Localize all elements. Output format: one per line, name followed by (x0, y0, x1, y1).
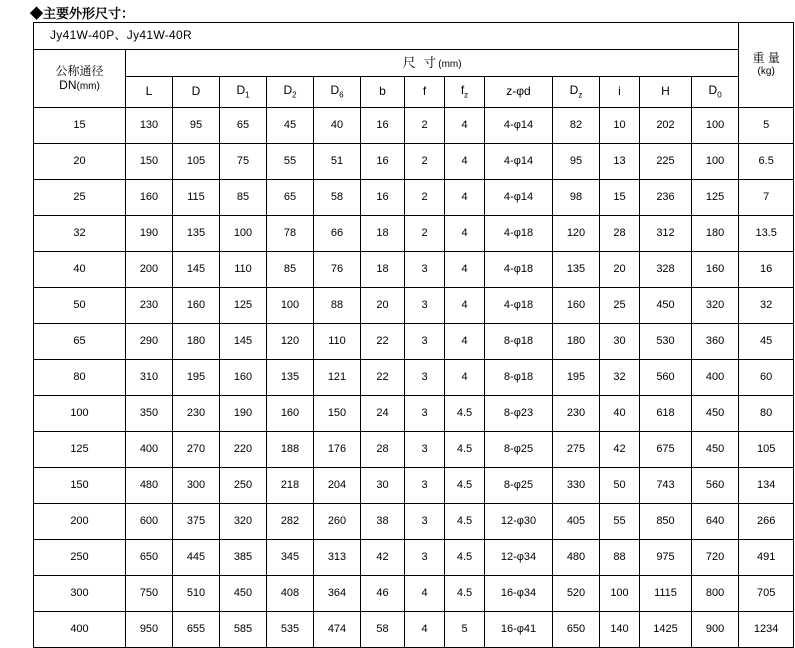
table-row (34, 360, 794, 396)
table-row (34, 252, 794, 288)
cell-value: 65 (220, 108, 267, 144)
cell-value: 160 (220, 360, 267, 396)
cell-value: 1115 (640, 576, 692, 612)
cell-value: 8-φ25 (485, 432, 553, 468)
cell-value: 450 (220, 576, 267, 612)
cell-value: 13.5 (739, 216, 794, 252)
cell-value: 42 (600, 432, 640, 468)
col-header-D2: $D_2$ (267, 77, 314, 108)
cell-value: 4.5 (445, 540, 485, 576)
cell-value: 121 (314, 360, 361, 396)
cell-value: 3 (405, 504, 445, 540)
cell-dn: 80 (34, 360, 126, 396)
cell-value: 16 (739, 252, 794, 288)
cell-dn: 150 (34, 468, 126, 504)
cell-value: 145 (220, 324, 267, 360)
cell-value: 520 (553, 576, 600, 612)
cell-value: 445 (173, 540, 220, 576)
cell-dn: 50 (34, 288, 126, 324)
cell-value: 100 (220, 216, 267, 252)
cell-value: 134 (739, 468, 794, 504)
cell-value: 218 (267, 468, 314, 504)
cell-value: 655 (173, 612, 220, 648)
cell-value: 266 (739, 504, 794, 540)
cell-value: 28 (600, 216, 640, 252)
cell-value: 13 (600, 144, 640, 180)
cell-value: 12-φ30 (485, 504, 553, 540)
cell-value: 3 (405, 288, 445, 324)
cell-value: 743 (640, 468, 692, 504)
cell-value: 530 (640, 324, 692, 360)
cell-value: 22 (361, 360, 405, 396)
col-header-fz: $f_z$ (445, 77, 485, 108)
cell-value: 510 (173, 576, 220, 612)
cell-dn: 125 (34, 432, 126, 468)
cell-value: 300 (173, 468, 220, 504)
dimensions-table-container (33, 22, 780, 648)
cell-value: 45 (267, 108, 314, 144)
cell-value: 40 (314, 108, 361, 144)
cell-value: 5 (445, 612, 485, 648)
cell-value: 135 (553, 252, 600, 288)
cell-value: 51 (314, 144, 361, 180)
cell-value: 115 (173, 180, 220, 216)
table-row (34, 432, 794, 468)
cell-value: 675 (640, 432, 692, 468)
cell-value: 4-φ18 (485, 216, 553, 252)
cell-value: 38 (361, 504, 405, 540)
cell-value: 16-φ41 (485, 612, 553, 648)
cell-value: 618 (640, 396, 692, 432)
cell-value: 900 (692, 612, 739, 648)
cell-value: 60 (739, 360, 794, 396)
cell-value: 58 (361, 612, 405, 648)
cell-value: 650 (553, 612, 600, 648)
cell-value: 2 (405, 180, 445, 216)
model-row (34, 23, 794, 50)
cell-value: 180 (173, 324, 220, 360)
cell-value: 4 (445, 252, 485, 288)
cell-value: 8-φ23 (485, 396, 553, 432)
cell-value: 66 (314, 216, 361, 252)
table-row (34, 180, 794, 216)
table-row (34, 468, 794, 504)
cell-value: 32 (600, 360, 640, 396)
col-header-H: H (640, 77, 692, 108)
cell-value: 58 (314, 180, 361, 216)
cell-value: 195 (173, 360, 220, 396)
model-label: Jy41W-40P、Jy41W-40R (34, 23, 739, 50)
cell-value: 408 (267, 576, 314, 612)
cell-value: 100 (692, 108, 739, 144)
cell-value: 3 (405, 540, 445, 576)
dimension-header-text: 尺 寸 (402, 54, 439, 70)
cell-value: 375 (173, 504, 220, 540)
cell-value: 364 (314, 576, 361, 612)
cell-value: 50 (600, 468, 640, 504)
cell-value: 190 (126, 216, 173, 252)
cell-value: 88 (314, 288, 361, 324)
cell-value: 16 (361, 144, 405, 180)
cell-value: 400 (126, 432, 173, 468)
cell-value: 4 (445, 108, 485, 144)
cell-value: 405 (553, 504, 600, 540)
cell-value: 18 (361, 252, 405, 288)
cell-value: 2 (405, 108, 445, 144)
column-header-row (34, 77, 794, 108)
cell-value: 650 (126, 540, 173, 576)
cell-value: 3 (405, 432, 445, 468)
cell-value: 160 (553, 288, 600, 324)
cell-value: 18 (361, 216, 405, 252)
dn-header-line2: DN(mm) (59, 77, 100, 92)
cell-value: 328 (640, 252, 692, 288)
cell-value: 1234 (739, 612, 794, 648)
cell-value: 4 (445, 324, 485, 360)
cell-dn: 400 (34, 612, 126, 648)
col-header-D0: $D_0$ (692, 77, 739, 108)
cell-value: 8-φ25 (485, 468, 553, 504)
cell-value: 125 (220, 288, 267, 324)
cell-value: 46 (361, 576, 405, 612)
table-row (34, 576, 794, 612)
cell-value: 450 (692, 396, 739, 432)
cell-value: 125 (692, 180, 739, 216)
cell-dn: 200 (34, 504, 126, 540)
cell-value: 80 (739, 396, 794, 432)
cell-value: 135 (173, 216, 220, 252)
cell-value: 55 (600, 504, 640, 540)
cell-value: 4.5 (445, 468, 485, 504)
cell-value: 45 (739, 324, 794, 360)
cell-value: 22 (361, 324, 405, 360)
cell-value: 270 (173, 432, 220, 468)
cell-value: 16 (361, 108, 405, 144)
cell-value: 312 (640, 216, 692, 252)
col-header-L: L (126, 77, 173, 108)
cell-value: 15 (600, 180, 640, 216)
col-header-D1: $D_1$ (220, 77, 267, 108)
cell-value: 100 (692, 144, 739, 180)
cell-value: 24 (361, 396, 405, 432)
cell-dn: 300 (34, 576, 126, 612)
cell-value: 7 (739, 180, 794, 216)
cell-value: 4 (445, 360, 485, 396)
col-header-z-phi-d: z-φd (485, 77, 553, 108)
dn-header-line1: 公称通径 (55, 63, 104, 78)
col-header-i: i (600, 77, 640, 108)
page-title: ◆主要外形尺寸： (30, 6, 135, 21)
cell-value: 230 (553, 396, 600, 432)
cell-value: 42 (361, 540, 405, 576)
weight-header (739, 23, 794, 108)
cell-value: 260 (314, 504, 361, 540)
cell-value: 3 (405, 324, 445, 360)
table-row (34, 324, 794, 360)
cell-value: 160 (692, 252, 739, 288)
cell-value: 140 (600, 612, 640, 648)
cell-value: 850 (640, 504, 692, 540)
cell-value: 105 (173, 144, 220, 180)
cell-value: 4.5 (445, 504, 485, 540)
cell-value: 16 (361, 180, 405, 216)
cell-value: 2 (405, 144, 445, 180)
cell-value: 195 (553, 360, 600, 396)
cell-value: 160 (173, 288, 220, 324)
cell-value: 640 (692, 504, 739, 540)
table-body (34, 23, 794, 648)
cell-value: 360 (692, 324, 739, 360)
cell-value: 4-φ14 (485, 180, 553, 216)
cell-dn: 65 (34, 324, 126, 360)
cell-value: 176 (314, 432, 361, 468)
col-header-Dz: $D_z$ (553, 77, 600, 108)
weight-header-unit: (kg) (757, 66, 775, 78)
cell-value: 4 (445, 216, 485, 252)
cell-dn: 32 (34, 216, 126, 252)
cell-value: 345 (267, 540, 314, 576)
cell-value: 130 (126, 108, 173, 144)
cell-value: 95 (553, 144, 600, 180)
cell-value: 220 (220, 432, 267, 468)
cell-value: 225 (640, 144, 692, 180)
cell-value: 200 (126, 252, 173, 288)
col-header-D: D (173, 77, 220, 108)
cell-value: 750 (126, 576, 173, 612)
cell-value: 4 (405, 612, 445, 648)
cell-value: 350 (126, 396, 173, 432)
cell-value: 400 (692, 360, 739, 396)
cell-value: 150 (126, 144, 173, 180)
cell-value: 975 (640, 540, 692, 576)
cell-value: 110 (220, 252, 267, 288)
cell-value: 4 (405, 576, 445, 612)
cell-value: 275 (553, 432, 600, 468)
col-header-f: f (405, 77, 445, 108)
cell-value: 76 (314, 252, 361, 288)
cell-value: 720 (692, 540, 739, 576)
cell-value: 313 (314, 540, 361, 576)
cell-value: 4-φ14 (485, 144, 553, 180)
cell-value: 100 (600, 576, 640, 612)
cell-value: 1425 (640, 612, 692, 648)
cell-value: 20 (361, 288, 405, 324)
cell-value: 30 (361, 468, 405, 504)
cell-value: 110 (314, 324, 361, 360)
cell-value: 385 (220, 540, 267, 576)
cell-value: 150 (314, 396, 361, 432)
cell-value: 28 (361, 432, 405, 468)
cell-value: 55 (267, 144, 314, 180)
cell-value: 65 (267, 180, 314, 216)
cell-dn: 15 (34, 108, 126, 144)
dimension-header-unit: (mm) (438, 58, 462, 70)
cell-value: 230 (126, 288, 173, 324)
cell-value: 5 (739, 108, 794, 144)
cell-value: 85 (267, 252, 314, 288)
table-row (34, 612, 794, 648)
table-row (34, 396, 794, 432)
cell-value: 236 (640, 180, 692, 216)
cell-value: 282 (267, 504, 314, 540)
cell-value: 145 (173, 252, 220, 288)
cell-value: 78 (267, 216, 314, 252)
cell-value: 2 (405, 216, 445, 252)
col-header-b: b (361, 77, 405, 108)
cell-value: 474 (314, 612, 361, 648)
cell-value: 10 (600, 108, 640, 144)
cell-value: 320 (692, 288, 739, 324)
cell-value: 705 (739, 576, 794, 612)
cell-value: 16-φ34 (485, 576, 553, 612)
cell-value: 180 (692, 216, 739, 252)
table-row (34, 108, 794, 144)
cell-value: 310 (126, 360, 173, 396)
cell-value: 800 (692, 576, 739, 612)
cell-value: 4-φ14 (485, 108, 553, 144)
cell-value: 480 (553, 540, 600, 576)
cell-value: 3 (405, 396, 445, 432)
cell-value: 30 (600, 324, 640, 360)
cell-value: 4.5 (445, 576, 485, 612)
cell-value: 4 (445, 180, 485, 216)
cell-value: 105 (739, 432, 794, 468)
cell-value: 4 (445, 288, 485, 324)
cell-value: 4-φ18 (485, 252, 553, 288)
cell-dn: 250 (34, 540, 126, 576)
cell-value: 585 (220, 612, 267, 648)
cell-value: 450 (692, 432, 739, 468)
cell-value: 320 (220, 504, 267, 540)
cell-value: 12-φ34 (485, 540, 553, 576)
cell-value: 4 (445, 144, 485, 180)
cell-value: 32 (739, 288, 794, 324)
cell-value: 120 (553, 216, 600, 252)
cell-value: 450 (640, 288, 692, 324)
cell-value: 600 (126, 504, 173, 540)
cell-value: 135 (267, 360, 314, 396)
table-row (34, 504, 794, 540)
cell-value: 40 (600, 396, 640, 432)
cell-value: 6.5 (739, 144, 794, 180)
cell-value: 25 (600, 288, 640, 324)
table-row (34, 288, 794, 324)
cell-value: 8-φ18 (485, 360, 553, 396)
cell-value: 3 (405, 468, 445, 504)
cell-value: 98 (553, 180, 600, 216)
cell-value: 8-φ18 (485, 324, 553, 360)
table-row (34, 540, 794, 576)
dimension-group-row (34, 50, 794, 77)
cell-value: 250 (220, 468, 267, 504)
cell-dn: 20 (34, 144, 126, 180)
dimensions-table (33, 22, 794, 648)
cell-value: 100 (267, 288, 314, 324)
cell-value: 160 (267, 396, 314, 432)
cell-value: 290 (126, 324, 173, 360)
cell-value: 4.5 (445, 396, 485, 432)
cell-value: 560 (692, 468, 739, 504)
cell-value: 20 (600, 252, 640, 288)
cell-value: 202 (640, 108, 692, 144)
cell-dn: 100 (34, 396, 126, 432)
cell-value: 190 (220, 396, 267, 432)
cell-value: 535 (267, 612, 314, 648)
cell-value: 120 (267, 324, 314, 360)
cell-value: 180 (553, 324, 600, 360)
cell-value: 204 (314, 468, 361, 504)
cell-value: 88 (600, 540, 640, 576)
cell-value: 560 (640, 360, 692, 396)
table-row (34, 144, 794, 180)
cell-value: 3 (405, 360, 445, 396)
cell-value: 950 (126, 612, 173, 648)
cell-value: 3 (405, 252, 445, 288)
dimension-header (126, 50, 739, 77)
cell-value: 480 (126, 468, 173, 504)
cell-value: 4.5 (445, 432, 485, 468)
cell-dn: 40 (34, 252, 126, 288)
cell-dn: 25 (34, 180, 126, 216)
cell-value: 230 (173, 396, 220, 432)
col-header-D6: $D_6$ (314, 77, 361, 108)
cell-value: 82 (553, 108, 600, 144)
cell-value: 75 (220, 144, 267, 180)
table-row (34, 216, 794, 252)
cell-value: 330 (553, 468, 600, 504)
cell-value: 188 (267, 432, 314, 468)
cell-value: 95 (173, 108, 220, 144)
dn-header (34, 50, 126, 108)
weight-header-line1: 重 量 (752, 51, 780, 66)
cell-value: 85 (220, 180, 267, 216)
cell-value: 160 (126, 180, 173, 216)
cell-value: 491 (739, 540, 794, 576)
cell-value: 4-φ18 (485, 288, 553, 324)
